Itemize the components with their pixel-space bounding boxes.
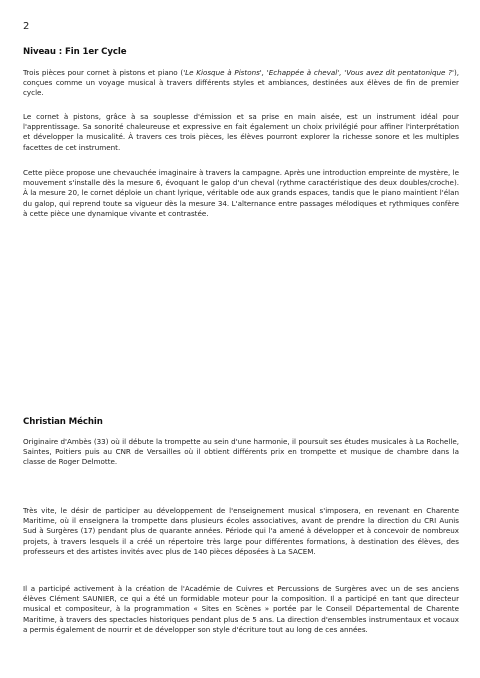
page-number: 2 bbox=[23, 21, 30, 32]
cornet-paragraph: Le cornet à pistons, grâce à sa souplesse d'émission et sa prise en main aisée, est un instrument idéal pour l'apprentissage. Sa sonorité chaleureuse et expressive en fait également un choix privilégié pour affiner l'interprétation et développer la musicalité. À travers ces trois pièces, les élèves pourront explorer la richesse sonore et les multiples facettes de cet instrument. bbox=[23, 112, 459, 152]
bio-paragraph-academy: Il a participé activement à la création de l'Académie de Cuivres et Percussions de Surgères avec un de ses anciens élèves Clément SAUNIER, ce qui a été un formidable moteur pour la composition. Il a participé en tant que directeur musical et compositeur, à la programmation « Sites en Scènes » portée par le Conseil Départemental de Charente Maritime, à travers des spectacles historiques pendant plus de 5 ans. La direction d'ensembles instrumentaux et vocaux a permis également de nourrir et de développer son style d'écriture tout au long de ces années. bbox=[23, 584, 459, 634]
composer-heading: Christian Méchin bbox=[23, 417, 103, 427]
bio-paragraph-origins: Originaire d'Ambès (33) où il débute la trompette au sein d'une harmonie, il poursuit ses études musicales à La Rochelle, Saintes, Poitiers puis au CNR de Versailles où il obtient différents prix en trompette et musique de chambre dans la classe de Roger Delmotte. bbox=[23, 437, 459, 467]
intro-paragraph bbox=[23, 68, 459, 99]
level-heading: Niveau : Fin 1er Cycle bbox=[23, 47, 127, 57]
piece-description-paragraph: Cette pièce propose une chevauchée imaginaire à travers la campagne. Après une introduction empreinte de mystère, le mouvement s'installe dès la mesure 6, évoquant le galop d'un cheval (rythme caractéristique des deux doubles/croche). À la mesure 20, le cornet déploie un chant lyrique, véritable ode aux grands espaces, tandis que le piano maintient l'élan du galop, qui reprend toute sa vigueur dès la mesure 34. L'alternance entre passages mélodiques et rythmiques confère à cette pièce une dynamique vivante et contrastée. bbox=[23, 168, 459, 218]
piece-titles: 'Le Kiosque à Pistons', 'Echappée à cheval', 'Vous avez dit pentatonique ?' bbox=[183, 68, 454, 77]
intro-text-start: Trois pièces pour cornet à pistons et piano ( bbox=[23, 68, 184, 77]
bio-paragraph-teaching: Très vite, le désir de participer au développement de l'enseignement musical s'imposera, en revenant en Charente Maritime, où il enseignera la trompette dans plusieurs écoles associatives, avant de prendre la direction du CRI Aunis Sud à Surgères (17) pendant plus de quarante années. Période qui l'a amené à développer et à concevoir de nombreux projets, à travers lesquels il a créé un répertoire très large pour différentes formations, à destination des élèves, des professeurs et des artistes invités avec plus de 140 pièces déposées à La SACEM. bbox=[23, 506, 459, 556]
intro-text-end: ), conçues comme un voyage musical à travers différents styles et ambiances, destinées aux élèves de fin de premier cycle. bbox=[23, 68, 459, 98]
